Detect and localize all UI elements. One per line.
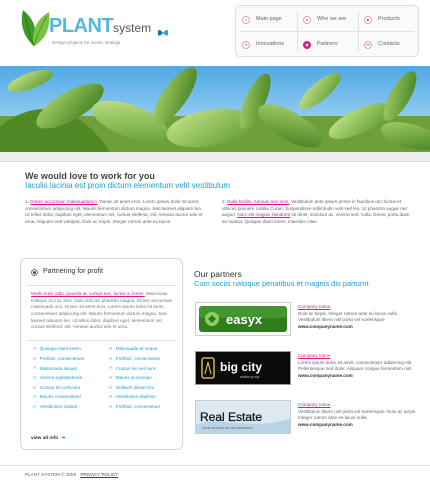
privacy-policy-link[interactable]: PRIVACY POLICY bbox=[80, 472, 119, 477]
banner-divider bbox=[0, 152, 430, 162]
partners-heading: Our partners bbox=[194, 269, 242, 279]
bullet-circle-icon bbox=[31, 269, 38, 276]
partnering-body: Maecenas tristique orci ac sem. Duis ultricies pharetra magna. Donec accumsan malesuada orci. Donec sit amet eros. Lorem ipsum dolor sit amet, consectetuer adipiscing elit. Mauris fermentum dictum magna. Sed laoreet aliquam leo. Ut tellus dolor, dapibus eget, elementum vel, cursus eleifend, elit. Aenean auctor wisi et urna. bbox=[31, 291, 173, 330]
partner-logo-text: Real Estate bbox=[200, 410, 263, 424]
list-item[interactable]: » Malesuada aliquet bbox=[33, 364, 103, 374]
intro-subheading: Iaculis lacinia est proin dictum elementum velit vestibulum bbox=[25, 181, 230, 190]
intro-link-2[interactable]: Nulla facilisi. Aenean nec eros. bbox=[227, 199, 290, 204]
partners-icon: ◆ bbox=[303, 41, 311, 49]
footer bbox=[25, 472, 118, 479]
list-item[interactable]: » Cursus leo vehicula bbox=[33, 383, 103, 393]
list-item[interactable]: » Mauris accumsan bbox=[109, 374, 179, 384]
logo-title-suffix: system bbox=[113, 21, 152, 35]
nav-item-label: Products bbox=[378, 15, 400, 22]
list-item[interactable]: » Cursus leo vel nunc bbox=[109, 364, 179, 374]
list-item[interactable]: » Vestibulum dapibus bbox=[109, 393, 179, 403]
partner-info-2 bbox=[298, 353, 418, 380]
nav-divider bbox=[240, 31, 414, 32]
nav-item-label: Who we are bbox=[317, 15, 347, 22]
logo[interactable] bbox=[15, 4, 175, 54]
partnering-title bbox=[31, 267, 103, 277]
item-number: 1. bbox=[25, 199, 29, 204]
divider bbox=[27, 340, 176, 341]
partner-logo-subtext: YOUR SLOGAN ON THE PROPERTY bbox=[202, 426, 254, 430]
partner-logo-text: easyx bbox=[226, 312, 263, 327]
box-icon: ■ bbox=[364, 16, 372, 24]
partner-info-1 bbox=[298, 304, 418, 331]
intro-heading: We would love to work for you bbox=[25, 171, 155, 181]
nav-item-products[interactable] bbox=[364, 11, 400, 28]
list-item[interactable]: » Vestibulum sedant bbox=[33, 403, 103, 413]
partner-text: Duis ac turpis. Integer rutrum ante eu lacus nulla. Vestibulum libero nisl porta vel scelerisque bbox=[298, 310, 399, 323]
hero-banner-image bbox=[0, 66, 430, 152]
partners-subheading: Cum sociis natoque penatibus et magnis dis parturnt bbox=[194, 279, 369, 288]
intro-text-3: sit amet, tincidunt ac, viverra sed, nulla. Donec porta diam eu massa. Quisque diam lorem, interdum vitae. bbox=[222, 212, 410, 224]
nav-item-innovations[interactable] bbox=[242, 36, 284, 53]
partnering-link[interactable]: Morbi nunc odio, gravida at, cursus nec, luctus a, lorem. bbox=[31, 291, 145, 296]
intro-text-1: Donec sit amet eros. Lorem ipsum dolor sit amet, consectetuer adipiscing elit. Mauris fermentum dictum magna. Sed laoreet aliquam leo. Ut tellus dolor, dapibus eget, elementum vel, cursus eleifend, elit. Aenean auctor wisi et urna. Aliquam erat volutpat. Duis ac turpis. Integer rutrum ante eu lacus. bbox=[25, 199, 203, 224]
partner-url-link[interactable]: www.companyname.com bbox=[298, 421, 353, 427]
partner-text: Vestibulum libero nisl porta vel scelerisque. Duis ac turpis. Integer rutrum ante eu lacus nulla. bbox=[298, 408, 417, 421]
list-item[interactable]: » Viverra egestastnisis bbox=[33, 374, 103, 384]
view-all-info-link[interactable] bbox=[31, 436, 65, 443]
list-item[interactable]: » Porttitol, consectetuer bbox=[109, 403, 179, 413]
real-estate-logo-icon bbox=[196, 401, 290, 433]
logo-title: PLANT bbox=[49, 15, 114, 37]
bulb-icon: ✦ bbox=[242, 41, 250, 49]
list-item[interactable]: » Malesuada at neque bbox=[109, 345, 179, 355]
nav-item-label: Partners bbox=[317, 40, 338, 47]
arrow-right-icon: ➜ bbox=[61, 436, 66, 441]
partner-logo-real-estate[interactable] bbox=[195, 400, 291, 434]
divider bbox=[27, 285, 176, 286]
list-item[interactable]: » Quisque diam lorem bbox=[33, 345, 103, 355]
nav-item-partners[interactable] bbox=[303, 36, 338, 53]
item-number: 2. bbox=[222, 199, 226, 204]
nav-item-who-we-are[interactable] bbox=[303, 11, 346, 28]
list-item[interactable]: » Porttitor, consectetuer bbox=[33, 355, 103, 365]
partner-url-link[interactable]: www.companyname.com bbox=[298, 323, 353, 329]
link-list-left bbox=[33, 345, 103, 412]
big-city-logo-icon bbox=[196, 352, 290, 384]
partnering-box bbox=[20, 258, 183, 450]
partnering-text bbox=[31, 291, 176, 331]
intro-column-1 bbox=[25, 199, 205, 226]
partner-logo-easyx[interactable] bbox=[195, 302, 291, 336]
partnering-title-text: Partnering for profit bbox=[43, 268, 103, 275]
user-icon: ● bbox=[303, 16, 311, 24]
list-item[interactable]: » Porttitor, consectetuer bbox=[109, 355, 179, 365]
intro-text-2: Vestibulum ante ipsum primis in faucibus orci luctus et ultrices posuere cubilia Curae; Suspendisse sollicitudin velit sed leo. Ut pharetra augue nec augue. bbox=[222, 199, 408, 218]
intro-link-3[interactable]: Nam elit magna, hendrerit bbox=[237, 212, 291, 218]
intro-column-2 bbox=[222, 199, 412, 226]
plant-photo bbox=[0, 66, 430, 152]
mail-icon: ✉ bbox=[364, 41, 372, 49]
nav-item-label: Innovations bbox=[256, 40, 285, 47]
partner-url-link[interactable]: www.companyname.com bbox=[298, 372, 353, 378]
nav-item-main-page[interactable] bbox=[242, 11, 282, 28]
main-nav bbox=[235, 5, 419, 57]
nav-item-contacts[interactable] bbox=[364, 36, 400, 53]
partner-logo-big-city[interactable] bbox=[195, 351, 291, 385]
partner-logo-subtext: estate group bbox=[240, 375, 260, 379]
leaf-logo-icon bbox=[15, 4, 53, 48]
link-list-right bbox=[109, 345, 179, 412]
list-item[interactable]: » Mauris consectetuer bbox=[33, 393, 103, 403]
partner-text: Lorem ipsum dolor sit amet, consectetuer adipiscing elit. Pellentesque sed dolor. Aliquam congue fermentum nisl. bbox=[298, 359, 413, 372]
partner-logo-text: big city bbox=[220, 360, 263, 374]
nav-item-label: Contacts bbox=[378, 40, 400, 47]
view-all-label: view all info bbox=[31, 436, 59, 441]
house-icon: ⌂ bbox=[242, 16, 250, 24]
nav-item-label: Main page bbox=[256, 15, 282, 22]
copyright-text: PLANT SYSTEM © 2009 bbox=[25, 472, 77, 477]
list-item[interactable]: » Nullavel dictum leo bbox=[109, 383, 179, 393]
partner-name-link[interactable]: Company name bbox=[298, 304, 331, 309]
footer-divider bbox=[0, 465, 430, 466]
logo-tagline: Design projects for scenic settings bbox=[52, 40, 121, 45]
partner-name-link[interactable]: Company name bbox=[298, 353, 331, 358]
butterfly-icon bbox=[157, 28, 169, 38]
partner-name-link[interactable]: Company name bbox=[298, 402, 331, 407]
intro-link-1[interactable]: Donec accumsan malesuadaorci. bbox=[30, 199, 99, 204]
easyx-logo-icon bbox=[196, 303, 290, 335]
partner-info-3 bbox=[298, 402, 418, 429]
